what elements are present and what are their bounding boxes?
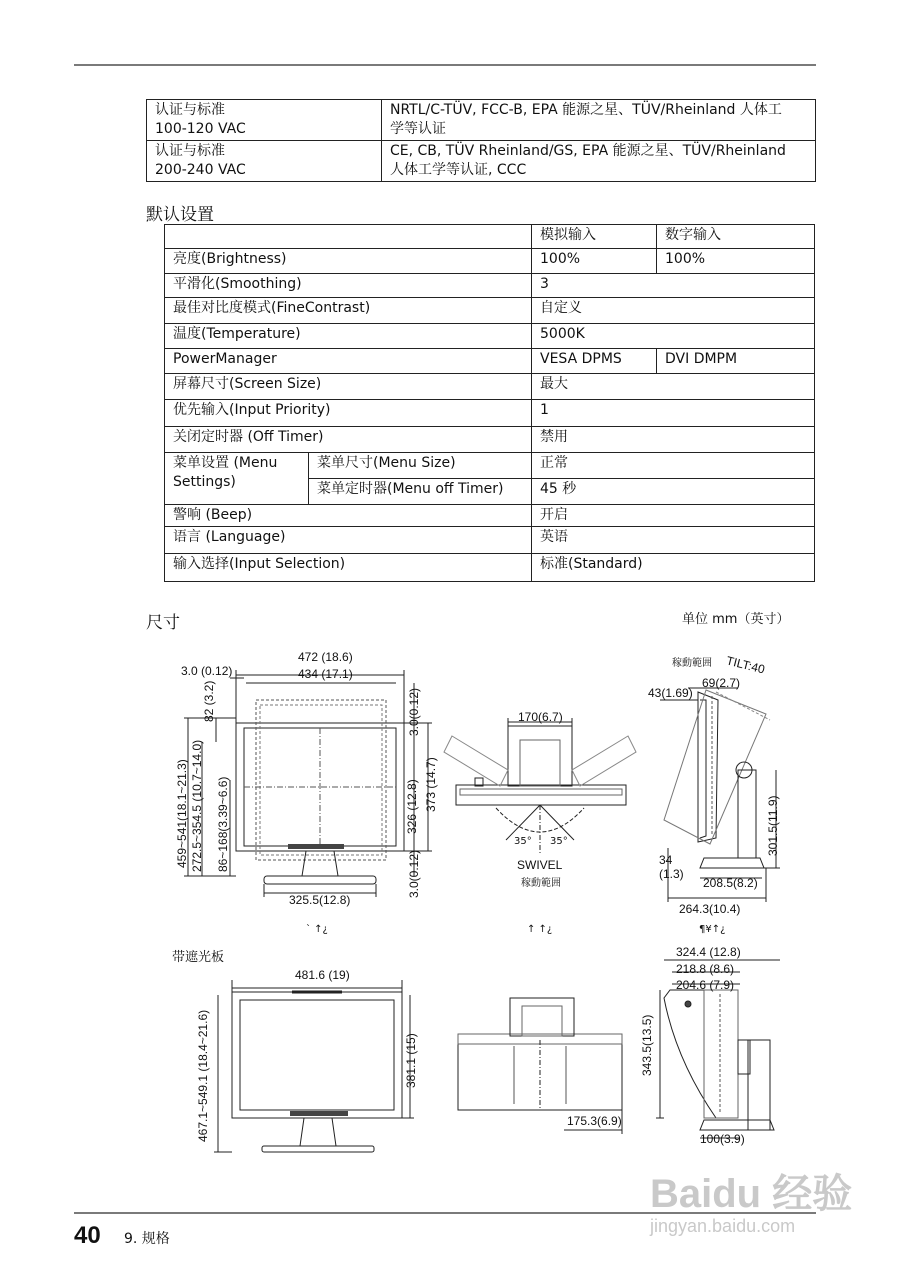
angle-left: 35° [514, 836, 532, 847]
table-row: 屏幕尺寸(Screen Size) 最大 [165, 374, 815, 400]
swivel-label: SWIVEL [517, 858, 563, 872]
side-caption: ¶¥↑¿ [699, 924, 726, 935]
dim-hood-381: 381.1 (15) [404, 1033, 418, 1088]
dim-side-69: 69(2.7) [702, 676, 741, 690]
unit-label: 单位 mm（英寸） [682, 612, 790, 627]
dim-front-margin-bottom: 3.0(0.12) [407, 849, 421, 898]
hood-front-drawing [214, 980, 414, 1152]
dim-front-range3: 86~168(3.39~6.6) [216, 776, 230, 872]
watermark-brand: Baidu 经验 [650, 1172, 853, 1216]
swivel-jp-label: 稼動範囲 [521, 878, 561, 889]
defaults-title: 默认设置 [146, 205, 214, 225]
tilt-jp-label: 稼動範囲 [672, 658, 712, 669]
dim-side-264: 264.3(10.4) [679, 902, 741, 916]
dim-front-base: 325.5(12.8) [289, 893, 351, 907]
dim-side-208: 208.5(8.2) [703, 876, 758, 890]
dim-front-width-screen: 434 (17.1) [298, 667, 353, 681]
dim-front-range2: 272.5~354.5 (10.7~14.0) [190, 739, 204, 872]
table-row: 认证与标准 200-240 VAC CE, CB, TÜV Rheinland/GS, EPA 能源之星、TÜV/Rheinland 人体工学等认证, CCC [147, 141, 816, 182]
dim-front-range1: 459~541(18.1~21.3) [175, 759, 189, 868]
dim-front-screen-h: 326 (12.8) [405, 779, 419, 834]
table-row: 菜单设置 (Menu Settings) 菜单尺寸(Menu Size) 正常 [165, 453, 815, 479]
dim-hood-175: 175.3(6.9) [567, 1114, 622, 1128]
dim-front-margin-top: 3.0(0.12) [407, 687, 421, 736]
dim-hood-range: 467.1~549.1 (18.4~21.6) [196, 1009, 210, 1142]
chapter-title: 9. 规格 [124, 1231, 170, 1247]
dim-side-43: 43(1.69) [648, 686, 693, 700]
dim-side-34: 34 [659, 853, 673, 867]
dim-front-outer-h: 373 (14.7) [424, 757, 438, 812]
dim-hood-343: 343.5(13.5) [640, 1014, 654, 1076]
tilt-label: TILT:40 [724, 653, 767, 677]
dim-top-width: 170(6.7) [518, 710, 563, 724]
table-row: 关闭定时器 (Off Timer) 禁用 [165, 427, 815, 453]
table-row: 最佳对比度模式(FineContrast) 自定义 [165, 298, 815, 324]
table-row: 模拟输入 数字输入 [165, 225, 815, 249]
dim-side-301: 301.5(11.9) [766, 795, 780, 856]
dim-side-13: (1.3) [659, 867, 684, 881]
top-caption: ↑ ↑¿ [527, 924, 553, 935]
top-view-drawing [444, 718, 636, 855]
dim-hood-width: 481.6 (19) [295, 968, 350, 982]
table-row: 认证与标准 100-120 VAC NRTL/C-TÜV, FCC-B, EPA 能源之星、TÜV/Rheinland 人体工 学等认证 [147, 100, 816, 141]
table-row: 平滑化(Smoothing) 3 [165, 274, 815, 298]
dim-front-margin: 3.0 (0.12) [181, 664, 233, 678]
dim-hood-204: 204.6 (7.9) [676, 978, 735, 992]
dim-hood-218: 218.8 (8.6) [676, 962, 735, 976]
watermark-url: jingyan.baidu.com [650, 1216, 796, 1236]
front-caption: ˋ ↑¿ [306, 924, 328, 935]
table-row: 优先输入(Input Priority) 1 [165, 400, 815, 427]
dimensions-title: 尺寸 [146, 613, 180, 633]
dim-hood-100: 100(3.9) [700, 1132, 745, 1146]
angle-right: 35° [550, 836, 568, 847]
table-row: 亮度(Brightness) 100% 100% [165, 249, 815, 274]
dim-hood-324: 324.4 (12.8) [676, 945, 741, 959]
table-row: 警响 (Beep) 开启 [165, 505, 815, 527]
table-row: 温度(Temperature) 5000K [165, 324, 815, 349]
dim-front-82: 82 (3.2) [202, 680, 216, 722]
table-row: 语言 (Language) 英语 [165, 527, 815, 554]
table-row: PowerManager VESA DPMS DVI DMPM [165, 349, 815, 374]
dim-front-width-outer: 472 (18.6) [298, 650, 353, 664]
table-row: 输入选择(Input Selection) 标准(Standard) [165, 554, 815, 582]
table-row: 菜单定时器(Menu off Timer) 45 秒 [165, 479, 815, 505]
hood-title: 带遮光板 [172, 950, 225, 965]
page-number: 40 [74, 1222, 101, 1249]
